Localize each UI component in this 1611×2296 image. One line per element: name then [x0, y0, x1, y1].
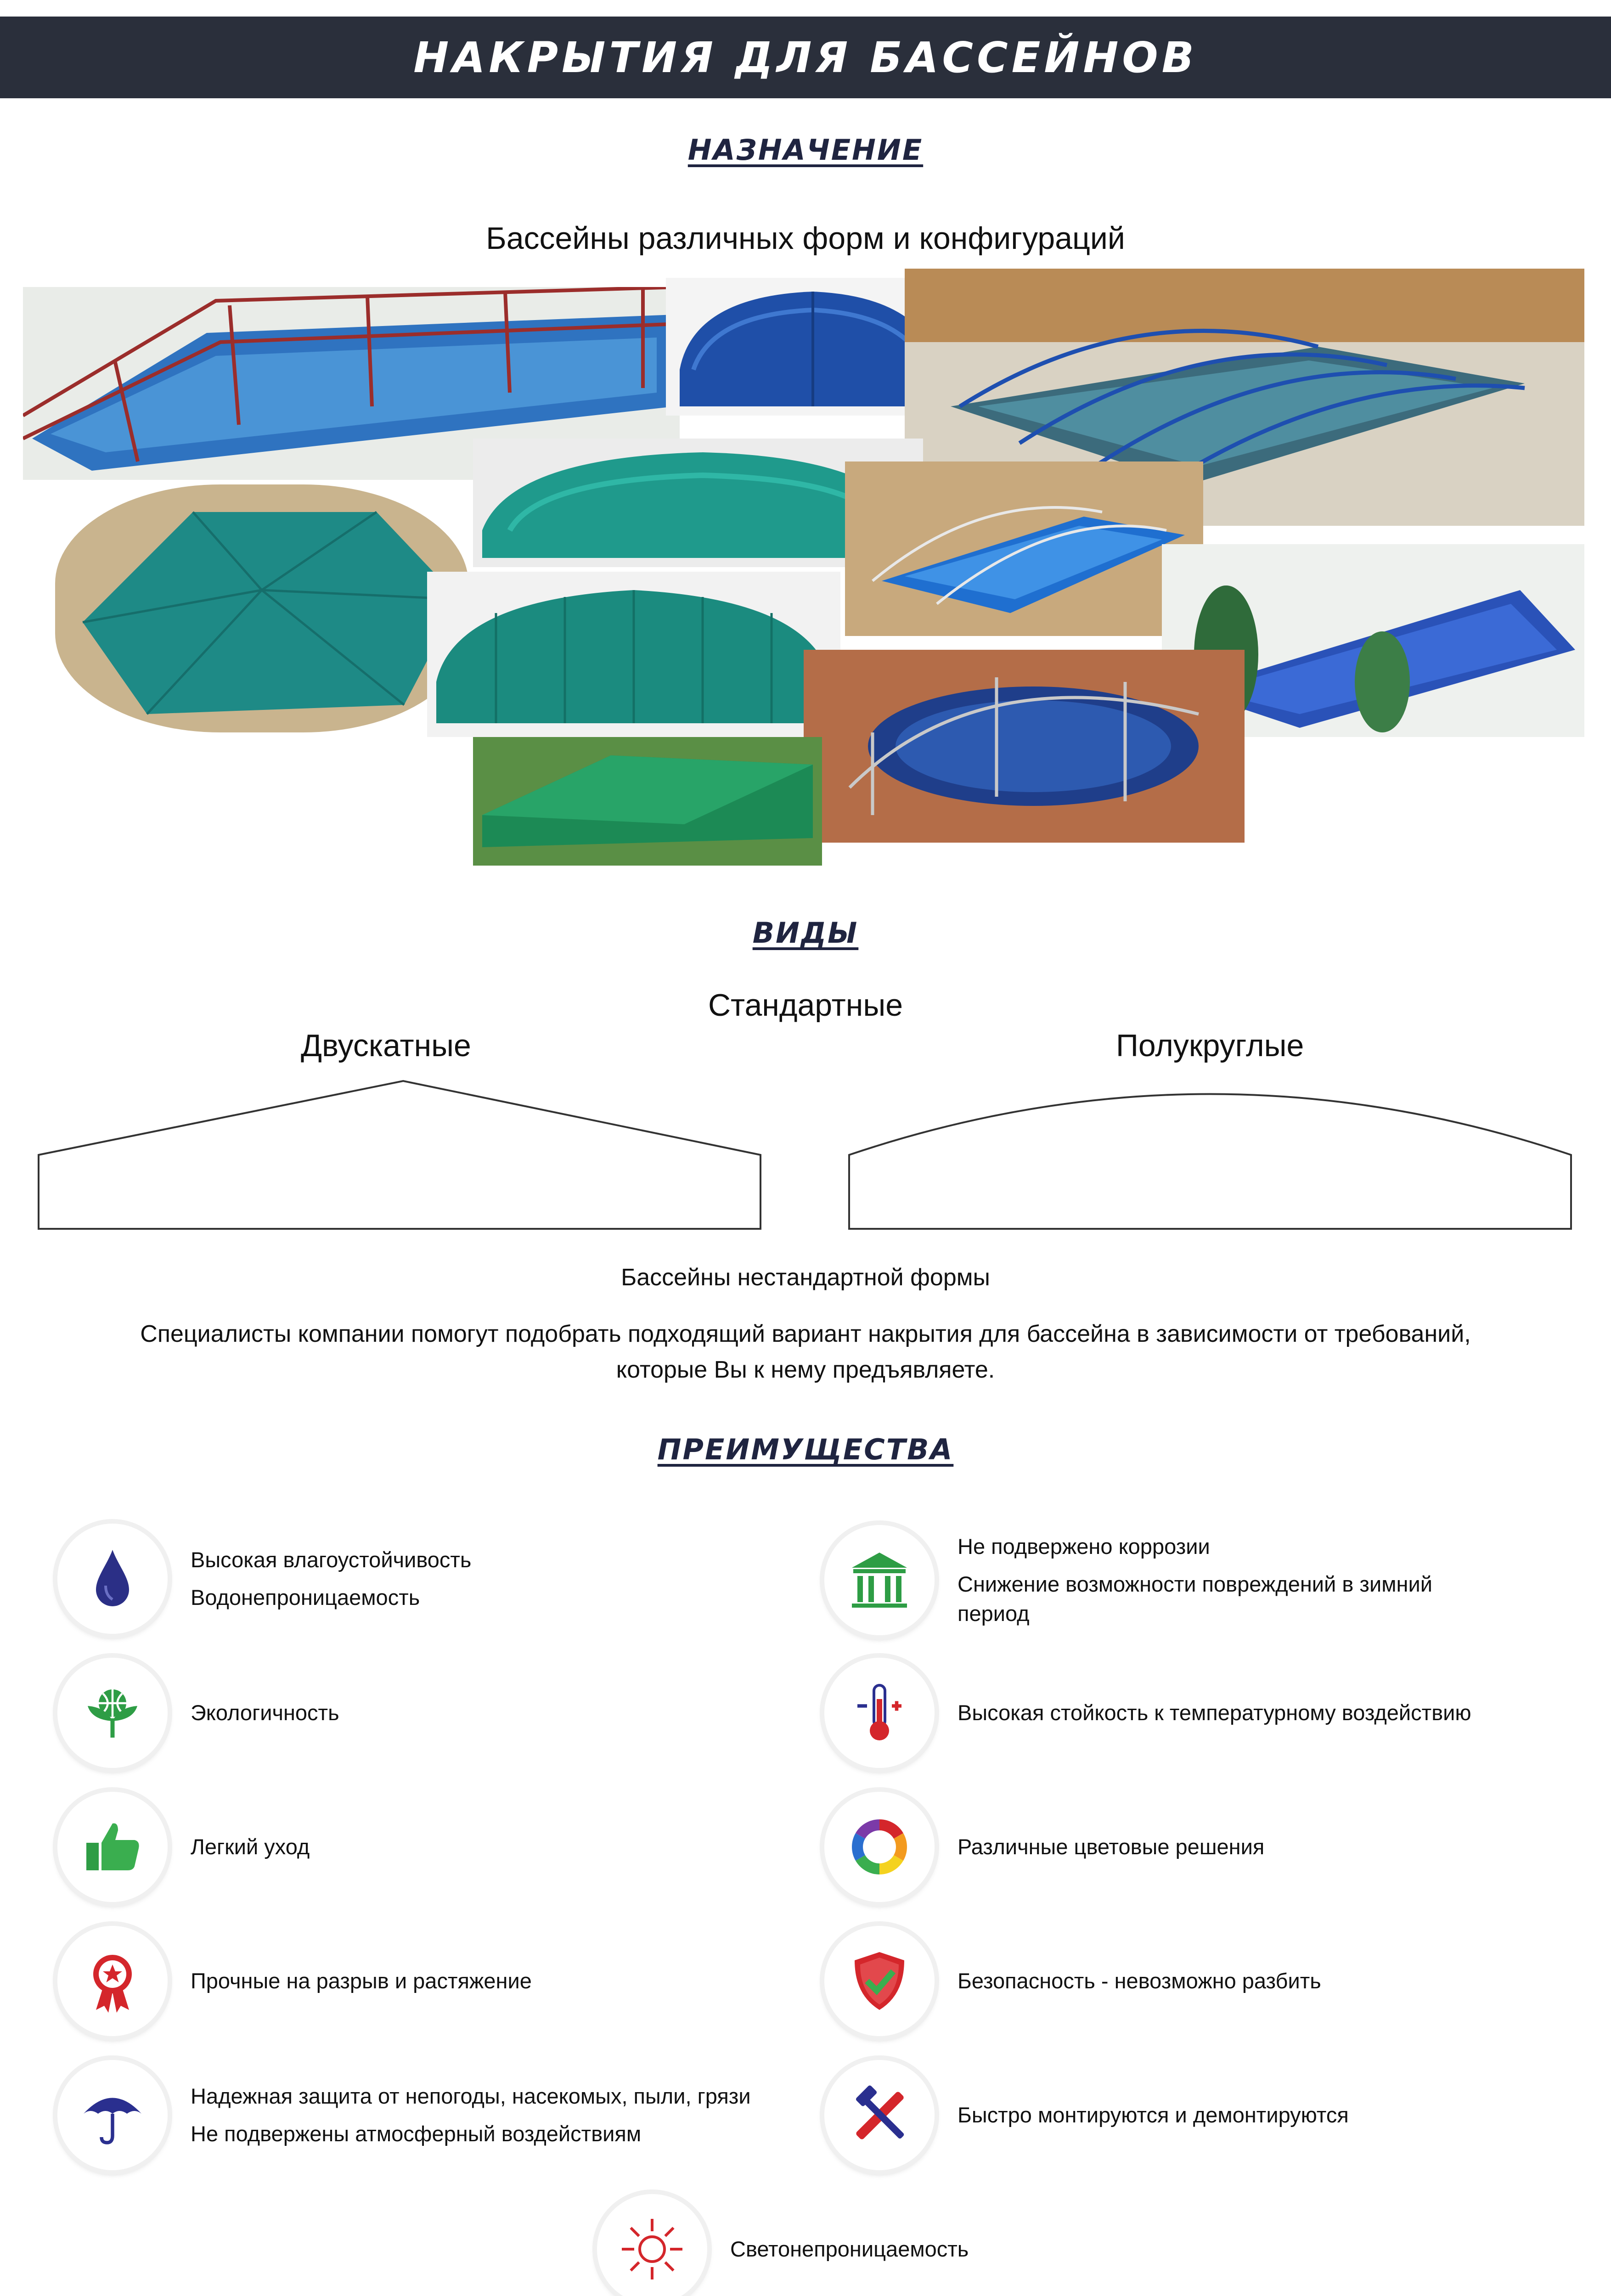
advantage-item — [57, 1658, 339, 1768]
advantage-item — [824, 1524, 1463, 1637]
eco-globe-leaves-icon — [78, 1678, 147, 1747]
photo-blue-pool-low-frame — [845, 461, 1203, 636]
photo-green-gable-cover-lawn — [473, 737, 822, 866]
nonstandard-label: Бассейны нестандартной формы — [621, 1264, 990, 1291]
umbrella-icon — [78, 2081, 147, 2150]
pool-covers-photo-collage — [23, 269, 1584, 866]
photo-pool-metal-frame-deck — [804, 650, 1245, 843]
tools-icon — [845, 2081, 914, 2150]
description-line-2: которые Вы к нему предъявляете. — [616, 1356, 995, 1383]
advantage-item — [57, 1926, 532, 2036]
gable-label: Двускатные — [301, 1028, 471, 1063]
building-columns-icon — [845, 1546, 914, 1615]
purpose-subtitle: Бассейны различных форм и конфигураций — [486, 221, 1125, 256]
advantage-text: Водонепроницаемость — [191, 1585, 420, 1609]
advantage-text: Быстро монтируются и демонтируются — [958, 2103, 1349, 2127]
purpose-heading: НАЗНАЧЕНИЕ — [687, 133, 924, 167]
advantage-text: Экологичность — [191, 1700, 339, 1725]
advantage-item — [57, 2060, 751, 2170]
advantage-item — [597, 2194, 969, 2296]
description-line-1: Специалисты компании помогут подобрать подходящий вариант накрытия для бассейна в зависимости от требований, — [140, 1321, 1471, 1347]
advantage-text: Различные цветовые решения — [958, 1835, 1265, 1859]
advantage-item — [57, 1792, 310, 1902]
advantage-text: Высокая влагоустойчивость — [191, 1548, 472, 1572]
advantage-item — [57, 1524, 471, 1634]
page-title: НАКРЫТИЯ ДЛЯ БАССЕЙНОВ — [413, 33, 1198, 82]
advantage-text: Не подвержено коррозии — [958, 1534, 1210, 1559]
advantage-text: Снижение возможности повреждений в зимний период — [958, 1572, 1432, 1626]
advantage-text: Прочные на разрыв и растяжение — [191, 1969, 532, 1993]
types-description — [0, 1316, 1611, 1388]
semicircle-label: Полукруглые — [1116, 1028, 1304, 1063]
advantage-item — [824, 1658, 1471, 1768]
advantage-text: Надежная защита от непогоды, насекомых, пыли, грязи — [191, 2084, 751, 2108]
photo-green-octagon-cover — [55, 484, 468, 732]
advantage-text: Легкий уход — [191, 1835, 310, 1859]
sun-icon — [618, 2215, 687, 2284]
advantage-item — [824, 2060, 1349, 2170]
advantage-text: Не подвержены атмосферный воздействиям — [191, 2122, 642, 2146]
advantage-text: Светонепроницаемость — [730, 2237, 969, 2261]
advantage-text: Безопасность - невозможно разбить — [958, 1969, 1321, 1993]
water-drop-icon — [78, 1544, 147, 1613]
advantage-item — [824, 1926, 1321, 2036]
semicircle-shape-diagram — [843, 1075, 1577, 1235]
photo-green-large-barrel-cover — [427, 572, 840, 737]
thermometer-icon — [845, 1678, 914, 1747]
header-banner — [0, 17, 1611, 98]
award-badge-icon — [78, 1947, 147, 2015]
advantage-text: Высокая стойкость к температурному воздействию — [958, 1700, 1471, 1725]
advantages-heading: ПРЕИМУЩЕСТВА — [657, 1433, 954, 1466]
shield-check-icon — [845, 1947, 914, 2015]
types-heading: ВИДЫ — [752, 916, 859, 950]
thumbs-up-icon — [78, 1812, 147, 1881]
standard-label: Стандартные — [708, 988, 903, 1023]
advantage-item — [824, 1792, 1264, 1902]
color-wheel-icon — [845, 1812, 914, 1881]
gable-shape-diagram — [32, 1075, 767, 1235]
